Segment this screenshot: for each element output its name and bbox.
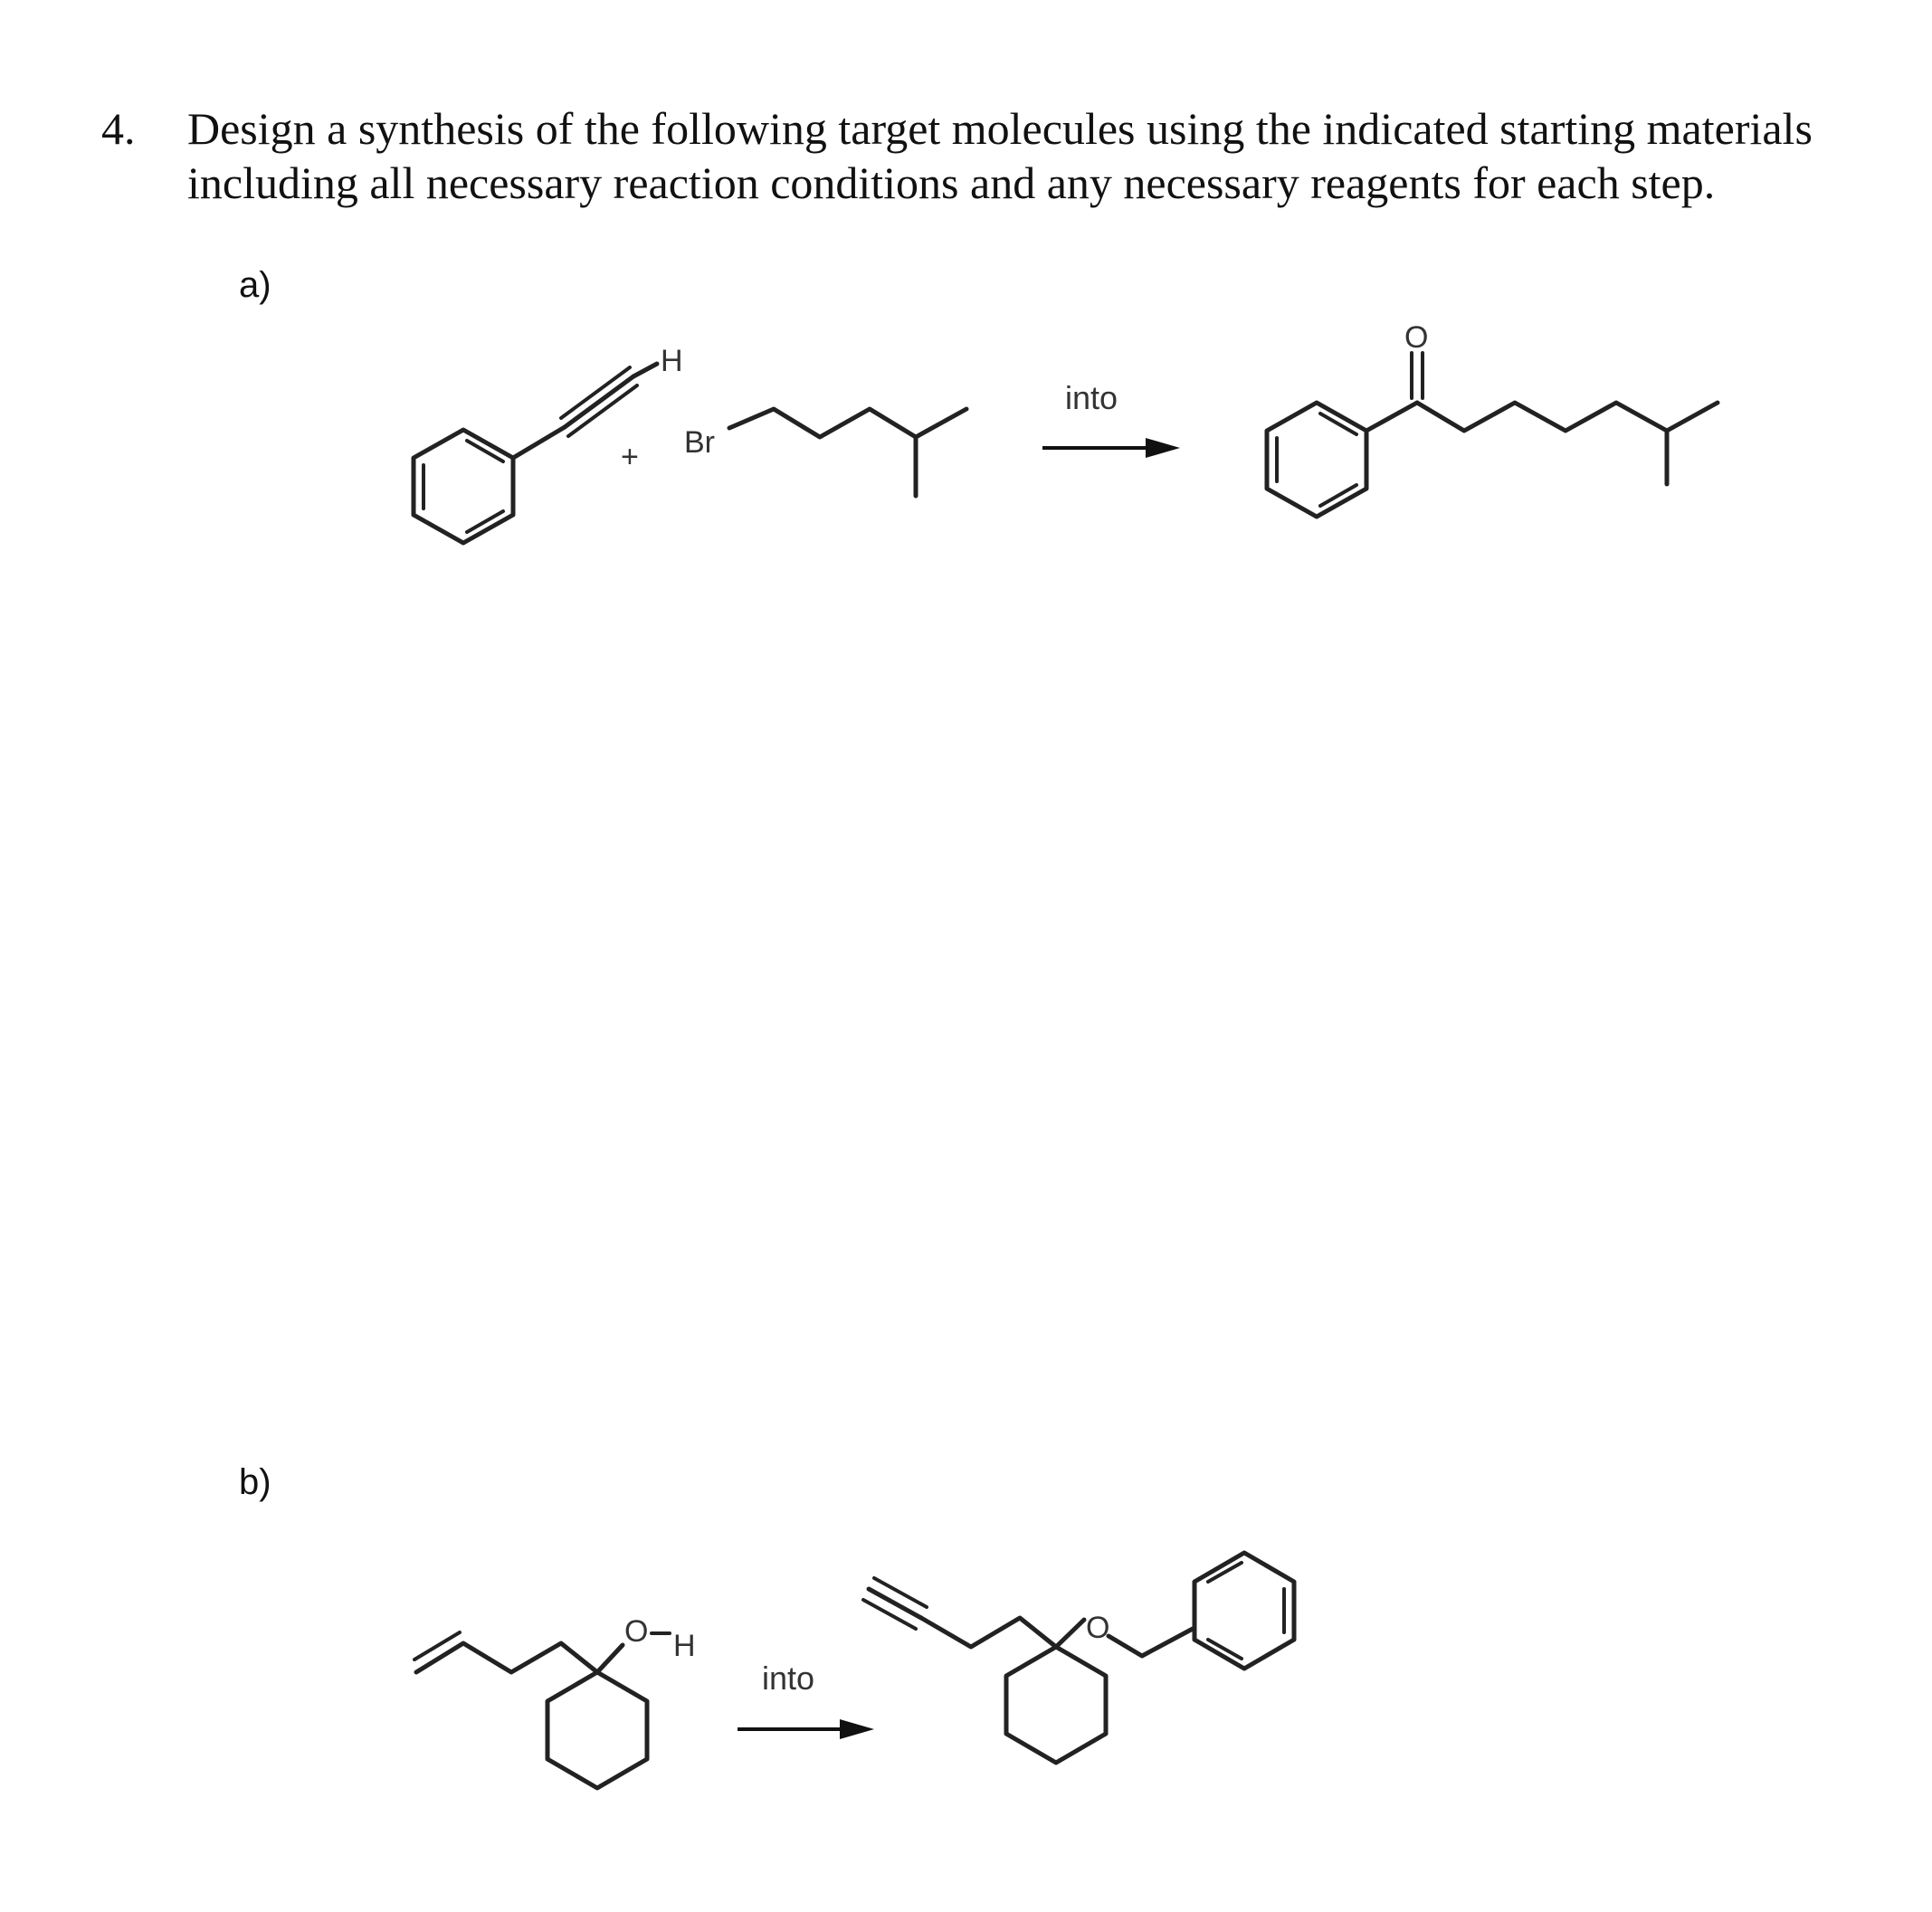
oxygen-label-a: O bbox=[1404, 320, 1429, 355]
plus-sign: + bbox=[621, 440, 639, 474]
question-line-1: Design a synthesis of the following target molecules using the indicated starting materials bbox=[187, 103, 1813, 154]
reaction-arrow-b bbox=[738, 1660, 874, 1739]
arrow-label-a: into bbox=[1065, 379, 1118, 416]
benzyl-ether-product-structure bbox=[863, 1553, 1294, 1763]
question-number: 4. bbox=[101, 103, 136, 154]
bromine-label: Br bbox=[684, 425, 715, 460]
question-line-2: including all necessary reaction conditions and any necessary reagents for each step. bbox=[187, 157, 1716, 208]
part-a-label: a) bbox=[239, 265, 271, 305]
hydrogen-label: H bbox=[661, 344, 683, 378]
arrow-label-b: into bbox=[762, 1660, 815, 1697]
part-b-label: b) bbox=[239, 1462, 271, 1502]
oxygen-label-b-product: O bbox=[1086, 1611, 1110, 1645]
cyclohexanol-start-structure bbox=[414, 1614, 696, 1788]
hydrogen-label-b: H bbox=[673, 1629, 696, 1663]
oxygen-label-b-start: O bbox=[624, 1614, 649, 1649]
